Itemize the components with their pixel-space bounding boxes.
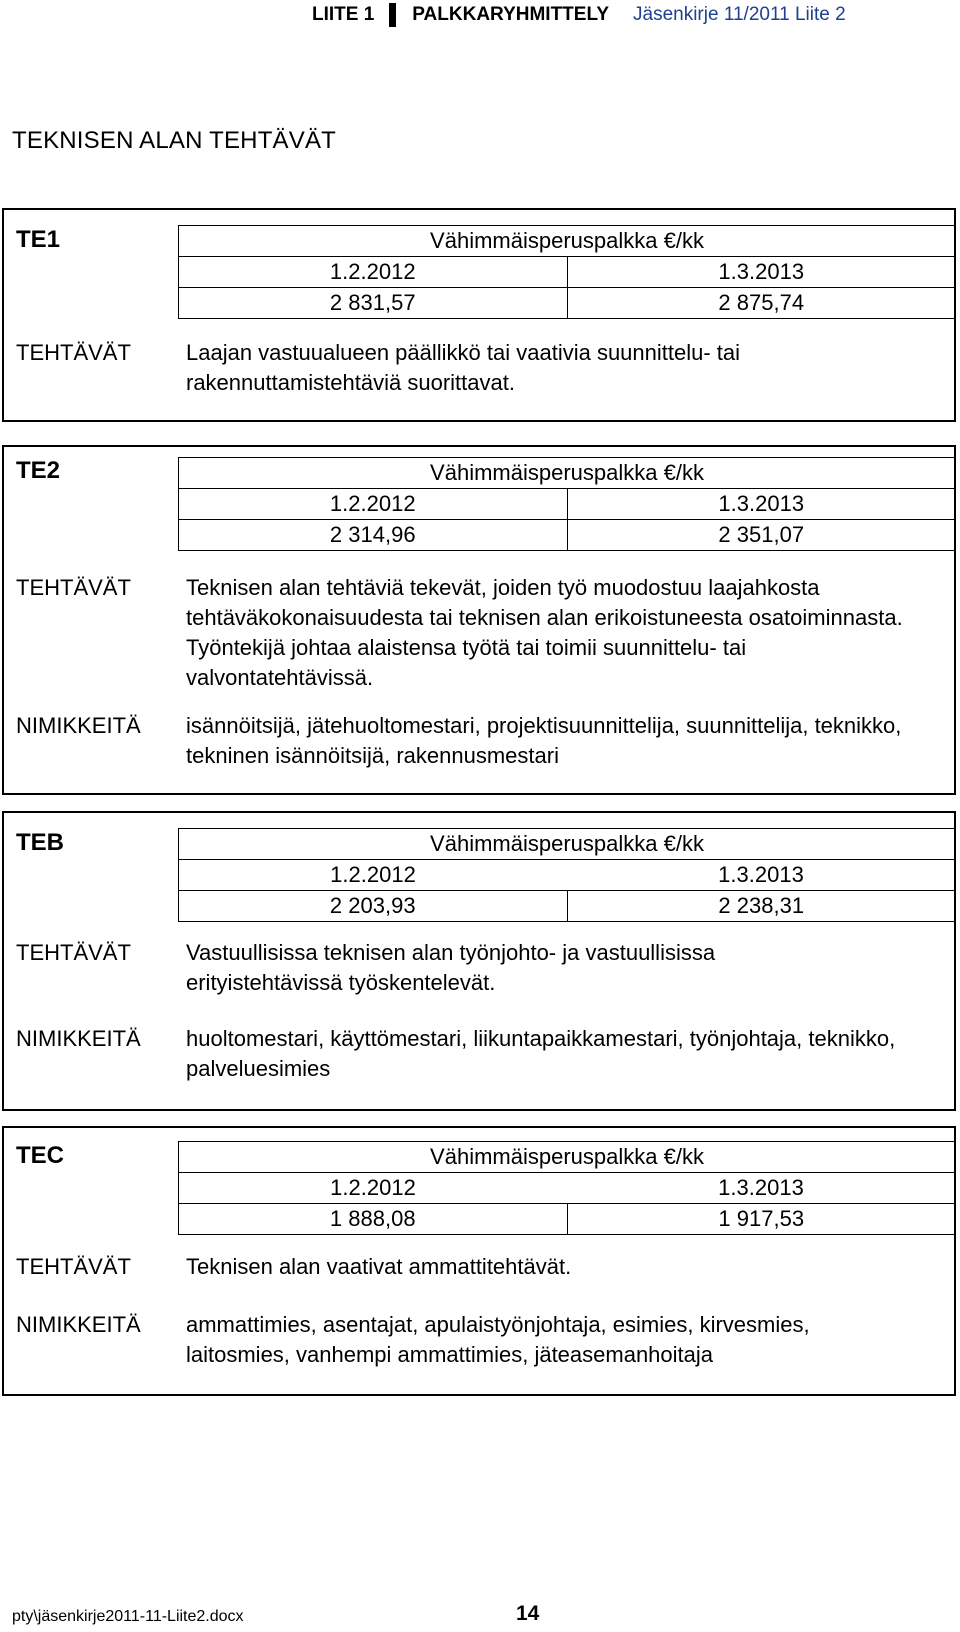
group-tec	[2, 1126, 956, 1396]
date-2012: 1.2.2012	[330, 862, 416, 887]
header-subtitle: Jäsenkirje 11/2011 Liite 2	[633, 4, 846, 25]
footer-page-number: 14	[516, 1602, 540, 1625]
salary-values-row	[179, 1204, 955, 1234]
salary-caption: Vähimmäisperuspalkka €/kk	[179, 226, 955, 257]
salary-2012: 2 831,57	[329, 290, 416, 315]
salary-dates-row	[179, 257, 955, 288]
label-tasks: TEHTÄVÄT	[16, 1254, 131, 1279]
salary-values-row	[179, 520, 955, 550]
group-code: TE1	[16, 226, 61, 253]
date-2012: 1.2.2012	[329, 491, 416, 516]
salary-table	[178, 1141, 956, 1235]
group-code: TE2	[16, 457, 61, 484]
header-title: PALKKARYHMITTELY	[412, 4, 609, 25]
salary-table	[178, 828, 956, 922]
header-separator	[389, 3, 396, 27]
titles-text: huoltomestari, käyttömestari, liikuntapaikkamestari, työnjohtaja, teknikko, palveluesimies	[186, 1026, 896, 1081]
salary-2013: 2 238,31	[567, 891, 956, 921]
salary-values-row	[179, 891, 955, 921]
salary-dates-row	[179, 489, 955, 520]
tasks-text: Vastuullisissa teknisen alan työnjohto- ja vastuullisissa erityistehtävissä työskentelevät.	[186, 940, 716, 995]
tasks-text: Teknisen alan tehtäviä tekevät, joiden työ muodostuu laajahkosta tehtäväkokonaisuudesta tai teknisen alan erikoistuneesta osatoiminnasta. Työntekijä johtaa alaistensa työtä tai toimii suunnittelu- tai valvontatehtävissä.	[186, 575, 903, 690]
group-te1	[2, 208, 956, 422]
label-titles: NIMIKKEITÄ	[16, 713, 141, 738]
label-titles: NIMIKKEITÄ	[16, 1312, 141, 1337]
salary-2012: 2 203,93	[329, 893, 416, 918]
date-2013: 1.3.2013	[718, 1175, 804, 1200]
date-2013: 1.3.2013	[567, 489, 956, 519]
document-header	[312, 2, 846, 28]
salary-caption: Vähimmäisperuspalkka €/kk	[179, 829, 955, 860]
salary-caption: Vähimmäisperuspalkka €/kk	[179, 458, 955, 489]
label-titles: NIMIKKEITÄ	[16, 1026, 141, 1051]
tasks-text: Teknisen alan vaativat ammattitehtävät.	[186, 1254, 572, 1279]
label-tasks: TEHTÄVÄT	[16, 940, 131, 965]
date-2012: 1.2.2012	[329, 259, 416, 284]
group-code: TEC	[16, 1142, 64, 1169]
group-te2	[2, 445, 956, 795]
salary-dates-row	[179, 1173, 955, 1204]
date-2013: 1.3.2013	[567, 257, 956, 287]
salary-2012: 1 888,08	[329, 1206, 416, 1231]
group-code: TEB	[16, 829, 64, 856]
footer-file-path: pty\jäsenkirje2011-11-Liite2.docx	[12, 1608, 244, 1625]
date-2013: 1.3.2013	[718, 862, 804, 887]
salary-2013: 2 875,74	[567, 288, 956, 318]
salary-caption: Vähimmäisperuspalkka €/kk	[179, 1142, 955, 1173]
date-2012: 1.2.2012	[330, 1175, 416, 1200]
salary-2013: 2 351,07	[567, 520, 956, 550]
titles-text: isännöitsijä, jätehuoltomestari, projektisuunnittelija, suunnittelija, teknikko, tekninen isännöitsijä, rakennusmestari	[186, 713, 902, 768]
tasks-text: Laajan vastuualueen päällikkö tai vaativia suunnittelu- tai rakennuttamistehtäviä suorittavat.	[186, 340, 741, 395]
salary-values-row	[179, 288, 955, 318]
label-tasks: TEHTÄVÄT	[16, 575, 131, 600]
salary-table	[178, 457, 956, 551]
label-tasks: TEHTÄVÄT	[16, 340, 131, 365]
salary-dates-row	[179, 860, 955, 891]
section-title: TEKNISEN ALAN TEHTÄVÄT	[12, 127, 337, 154]
salary-table	[178, 225, 956, 319]
titles-text: ammattimies, asentajat, apulaistyönjohtaja, esimies, kirvesmies, laitosmies, vanhempi ammattimies, jäteasemanhoitaja	[186, 1312, 810, 1367]
salary-2013: 1 917,53	[567, 1204, 956, 1234]
salary-2012: 2 314,96	[329, 522, 416, 547]
group-teb	[2, 811, 956, 1111]
header-liite: LIITE 1	[312, 4, 375, 25]
